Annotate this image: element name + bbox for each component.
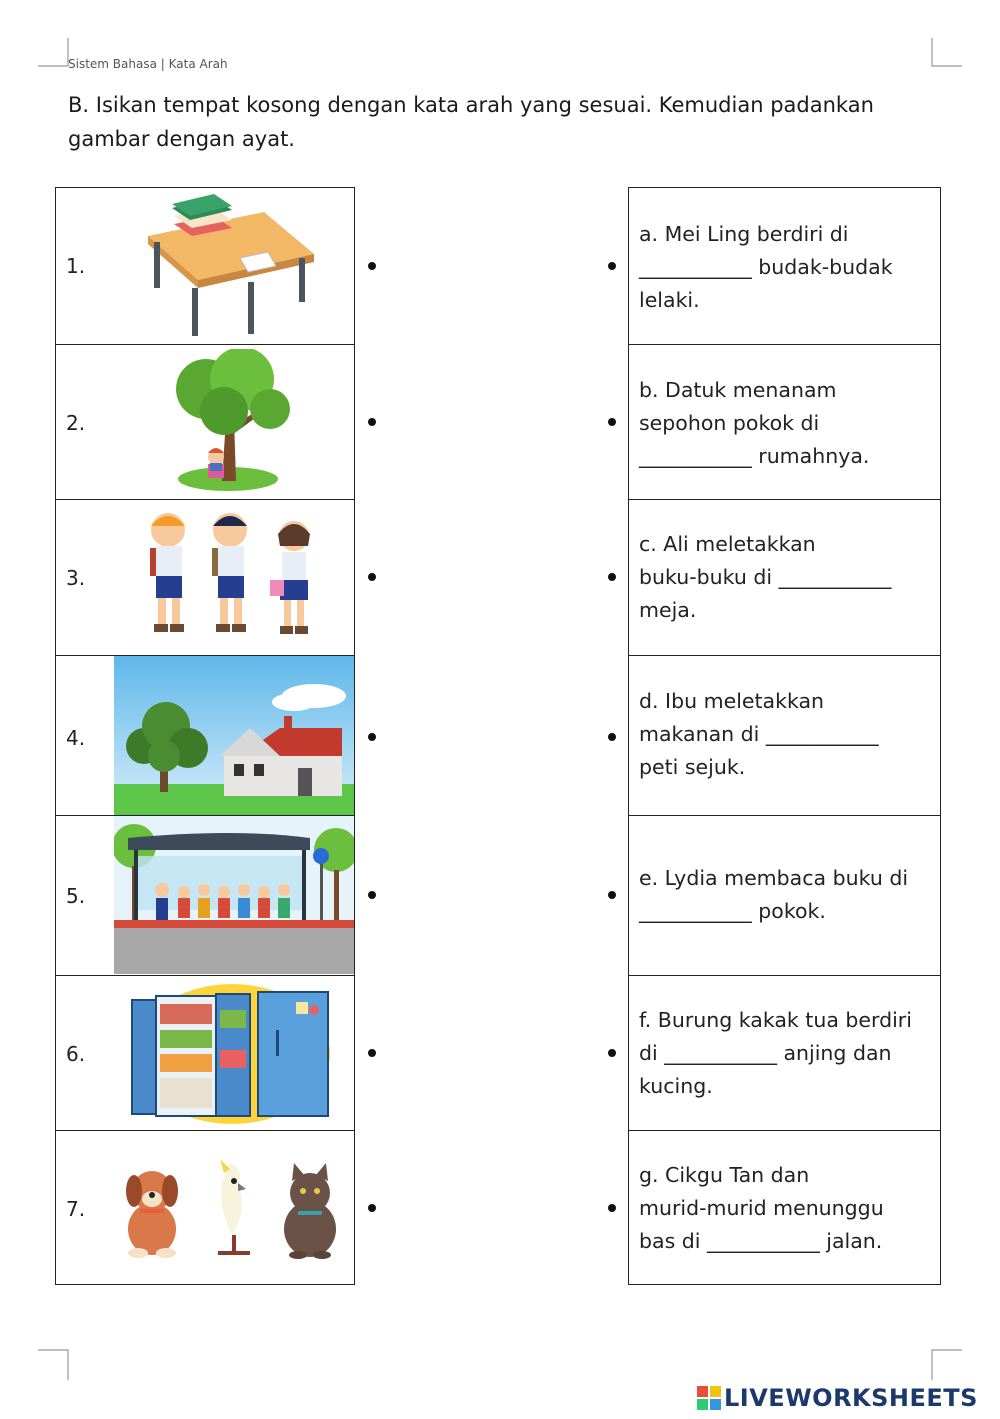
document-header: Sistem Bahasa | Kata Arah — [68, 57, 228, 71]
sentence-row-e — [629, 816, 940, 976]
logo-text: LIVEWORKSHEETS — [724, 1384, 978, 1412]
picture-table — [55, 187, 355, 1285]
picture-row-1 — [56, 188, 354, 345]
sentence-row-f — [629, 976, 940, 1131]
sentence-text: b. Datuk menanam sepohon pokok di ___________ rumahnya. — [639, 378, 870, 468]
left-match-dot-2[interactable] — [368, 418, 376, 426]
sentence-text: f. Burung kakak tua berdiri di ___________ anjing dan kucing. — [639, 1008, 912, 1098]
sentence-text: e. Lydia membaca buku di ___________ pokok. — [639, 866, 909, 923]
sentence-text: a. Mei Ling berdiri di ___________ budak-budak lelaki. — [639, 222, 893, 312]
sentence-row-c — [629, 500, 940, 656]
table-with-books-picture — [144, 194, 316, 340]
picture-row-4 — [56, 656, 354, 816]
row-number: 2. — [66, 411, 86, 435]
left-match-dot-6[interactable] — [368, 1049, 376, 1057]
sentence-row-d — [629, 656, 940, 816]
corner-mark-top-right — [930, 38, 964, 70]
row-number: 5. — [66, 884, 86, 908]
instruction-text: B. Isikan tempat kosong dengan kata arah yang sesuai. Kemudian padankan gambar dengan ayat. — [68, 93, 874, 151]
row-number: 6. — [66, 1042, 86, 1066]
right-match-dot-d[interactable] — [608, 733, 616, 741]
left-match-dot-5[interactable] — [368, 891, 376, 899]
right-match-dot-g[interactable] — [608, 1204, 616, 1212]
sentence-table — [628, 187, 941, 1285]
corner-mark-bottom-left — [38, 1348, 70, 1380]
tree-beside-house-picture — [114, 656, 354, 815]
right-match-dot-a[interactable] — [608, 262, 616, 270]
picture-row-2 — [56, 345, 354, 500]
sentence-text: c. Ali meletakkan buku-buku di ___________ meja. — [639, 532, 892, 622]
right-match-dot-f[interactable] — [608, 1049, 616, 1057]
dog-cockatoo-cat-picture — [118, 1159, 348, 1259]
corner-mark-top-left — [38, 38, 70, 70]
sentence-row-g — [629, 1131, 940, 1286]
row-number: 1. — [66, 254, 86, 278]
open-refrigerator-picture — [126, 980, 338, 1124]
row-number: 4. — [66, 726, 86, 750]
sentence-row-a — [629, 188, 940, 345]
left-match-dot-3[interactable] — [368, 573, 376, 581]
left-match-dot-4[interactable] — [368, 733, 376, 741]
right-match-dot-e[interactable] — [608, 891, 616, 899]
bus-stop-with-children-picture — [114, 816, 354, 974]
sentence-text: g. Cikgu Tan dan murid-murid menunggu bas di ___________ jalan. — [639, 1163, 884, 1253]
picture-row-3 — [56, 500, 354, 656]
picture-row-5 — [56, 816, 354, 976]
right-match-dot-b[interactable] — [608, 418, 616, 426]
picture-row-6 — [56, 976, 354, 1131]
three-students-picture — [142, 510, 318, 642]
row-number: 3. — [66, 566, 86, 590]
liveworksheets-logo-icon — [697, 1386, 721, 1410]
picture-row-7 — [56, 1131, 354, 1286]
liveworksheets-logo — [697, 1385, 978, 1411]
sentence-row-b — [629, 345, 940, 500]
row-number: 7. — [66, 1197, 86, 1221]
sentence-text: d. Ibu meletakkan makanan di ___________ peti sejuk. — [639, 689, 879, 779]
corner-mark-bottom-right — [930, 1348, 964, 1380]
girl-reading-under-tree-picture — [164, 349, 294, 494]
left-match-dot-1[interactable] — [368, 262, 376, 270]
right-match-dot-c[interactable] — [608, 573, 616, 581]
left-match-dot-7[interactable] — [368, 1204, 376, 1212]
